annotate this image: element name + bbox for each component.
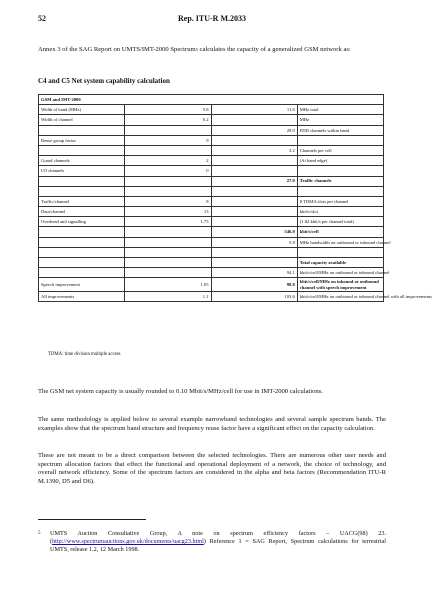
- table-row: [39, 278, 384, 292]
- table-cell-input: 1.75: [125, 217, 211, 227]
- table-cell-label: [39, 227, 125, 237]
- table-cell-input: 8: [125, 196, 211, 206]
- table-cell-input: 0.2: [125, 115, 211, 125]
- table-row: [39, 176, 384, 186]
- table-cell-description: [297, 166, 383, 176]
- paragraph-3: These are not meant to be a direct comparison between the selected technologies. There are numerous other user needs and spectrum allocation factors that effect the functional and operational deployment of a network, the choice of technology, and overall network efficiency. Some of the spectrum factors are considered in the alpha and beta factors (Recommendation ITU-R M.1390, D5 and D6).: [38, 452, 386, 485]
- table-cell-description: MHz bandwidth on outbound or inbound channel: [297, 237, 383, 247]
- table-cell-label: Overhead and signalling: [39, 217, 125, 227]
- table-cell-description: kbit/s/cell/MHz on outbound or inbound channel: [297, 268, 383, 278]
- table-cell-label: [39, 237, 125, 247]
- table-cell-input: [125, 176, 211, 186]
- table-cell-label: [39, 145, 125, 155]
- table-cell-label: [39, 258, 125, 268]
- table-cell-result: [211, 247, 297, 257]
- paragraph-2: The same methodology is applied below to several example narrowband technologies and several sample spectrum bands. The examples show that the spectrum band structure and frequency reuse factor have a significant effect on the capacity calculation.: [38, 416, 386, 432]
- table-cell-input: 1.1: [125, 291, 211, 301]
- table-cell-label: Width of band (MHz): [39, 105, 125, 115]
- table-cell-description: kbit/s/slot: [297, 207, 383, 217]
- table-cell-input: [125, 145, 211, 155]
- table-cell-label: [39, 268, 125, 278]
- table-cell-input: [125, 247, 211, 257]
- table-cell-label: Speech improvement: [39, 278, 125, 292]
- table-cell-input: 5.8: [125, 105, 211, 115]
- table-cell-description: Total capacity available: [297, 258, 383, 268]
- table-cell-result: 5.8: [211, 237, 297, 247]
- footnote-text: [50, 530, 386, 555]
- table-cell-result: 103.6: [211, 291, 297, 301]
- table-cell-input: [125, 125, 211, 135]
- footnote-number: 5: [38, 531, 41, 536]
- table-cell-label: Width of channel: [39, 115, 125, 125]
- table-cell-result: [211, 135, 297, 145]
- table-row: [39, 217, 384, 227]
- table-row: [39, 105, 384, 115]
- table-cell-result: 94.1: [211, 268, 297, 278]
- table-cell-input: 2: [125, 156, 211, 166]
- table-cell-description: FDD channels within band: [297, 125, 383, 135]
- table-row: [39, 125, 384, 135]
- page-header: [38, 14, 386, 26]
- table-row: [39, 166, 384, 176]
- table-cell-description: kbit/s/cell: [297, 227, 383, 237]
- table-cell-label: Traffic/channel: [39, 196, 125, 206]
- report-reference: Rep. ITU-R M.2033: [178, 14, 246, 23]
- table-cell-result: [211, 196, 297, 206]
- table-cell-label: [39, 186, 125, 196]
- table-row: [39, 227, 384, 237]
- table-cell-description: (1.82 kbit/s per channel total): [297, 217, 383, 227]
- table-cell-result: 98.8: [211, 278, 297, 292]
- table-cell-label: I/O channels: [39, 166, 125, 176]
- table-cell-description: (At band edge): [297, 156, 383, 166]
- footnote-ref-5[interactable]: 5: [195, 47, 198, 52]
- table-cell-input: [125, 258, 211, 268]
- table-row: [39, 156, 384, 166]
- table-cell-result: [211, 156, 297, 166]
- table-cell-result: [211, 166, 297, 176]
- table-row: [39, 247, 384, 257]
- table-cell-description: [297, 186, 383, 196]
- tdma-note: TDMA: time division multiple access: [48, 352, 121, 357]
- table-cell-result: [211, 258, 297, 268]
- table-title: GSM and IMT-2000: [39, 95, 384, 105]
- footnote-text-1: UMTS Auction Consultative Group, A note on spectrum efficiency factors – UACG(98) 23. (: [50, 530, 386, 546]
- table-cell-result: [211, 115, 297, 125]
- table-row: [39, 207, 384, 217]
- table-row: [39, 237, 384, 247]
- footnote-divider: [38, 519, 146, 520]
- table-row: [39, 268, 384, 278]
- capacity-table: [38, 94, 432, 302]
- table-cell-description: [297, 135, 383, 145]
- table-row: [39, 135, 384, 145]
- table-row: [39, 115, 384, 125]
- table-cell-description: Traffic channels: [297, 176, 383, 186]
- page-number: 52: [38, 14, 46, 23]
- table-cell-label: [39, 247, 125, 257]
- table-title-row: [39, 95, 384, 105]
- section-title: C4 and C5 Net system capability calculation: [38, 77, 170, 85]
- table-row: [39, 145, 384, 155]
- table-cell-label: [39, 125, 125, 135]
- footnote: [38, 530, 386, 555]
- table-cell-label: [39, 176, 125, 186]
- table-cell-input: 9: [125, 135, 211, 145]
- table-cell-description: MHz: [297, 115, 383, 125]
- table-cell-input: 1.05: [125, 278, 211, 292]
- table-cell-input: 0: [125, 166, 211, 176]
- table-cell-result: 29.0: [211, 125, 297, 135]
- table-cell-label: All improvements: [39, 291, 125, 301]
- paragraph-1: The GSM net system capacity is usually rounded to 0.10 Mbit/s/MHz/cell for use in IMT-2000 calculations.: [38, 388, 323, 395]
- table-cell-label: Guard channels: [39, 156, 125, 166]
- intro-text-start: Annex 3 of the SAG Report on UMTS/IMT-2000 Spectrum: [38, 46, 196, 53]
- table-row: [39, 196, 384, 206]
- table-cell-description: kbit/s/cell/MHz on outbound or inbound channel with all improvements: [297, 291, 383, 301]
- table-cell-description: [297, 247, 383, 257]
- footnote-text-2: ) Reference 1 = SAG Report, Spectrum calculations for terrestrial UMTS, release 1.2, 12 March 1998.: [50, 538, 386, 554]
- table-cell-result: 27.0: [211, 176, 297, 186]
- intro-paragraph: [38, 46, 382, 55]
- table-cell-label: Data/channel: [39, 207, 125, 217]
- table-cell-input: 13: [125, 207, 211, 217]
- table-cell-result: 546.0: [211, 227, 297, 237]
- table-cell-description: Channels per cell: [297, 145, 383, 155]
- table-row: [39, 291, 384, 301]
- table-cell-result: [211, 207, 297, 217]
- table-cell-result: [211, 217, 297, 227]
- table-cell-description: 8 TDMA slots per channel: [297, 196, 383, 206]
- table-cell-result: [211, 186, 297, 196]
- table-cell-label: Reuse group factor: [39, 135, 125, 145]
- footnote-link[interactable]: http://www.spectrumauctions.gov.uk/documents/uacg23.html: [52, 538, 204, 546]
- intro-text-end: calculates the capacity of a generalized GSM network as:: [197, 46, 351, 53]
- table-cell-result: 3.2: [211, 145, 297, 155]
- table-cell-input: [125, 186, 211, 196]
- table-cell-input: [125, 237, 211, 247]
- table-row: [39, 186, 384, 196]
- table-cell-description: kbit/s/cell/MHz on inbound or outbound channel with speech improvement: [297, 278, 383, 292]
- table-cell-input: [125, 227, 211, 237]
- table-cell-input: [125, 268, 211, 278]
- table-cell-result: 11.6: [211, 105, 297, 115]
- table-row: [39, 258, 384, 268]
- table-cell-description: MHz total: [297, 105, 383, 115]
